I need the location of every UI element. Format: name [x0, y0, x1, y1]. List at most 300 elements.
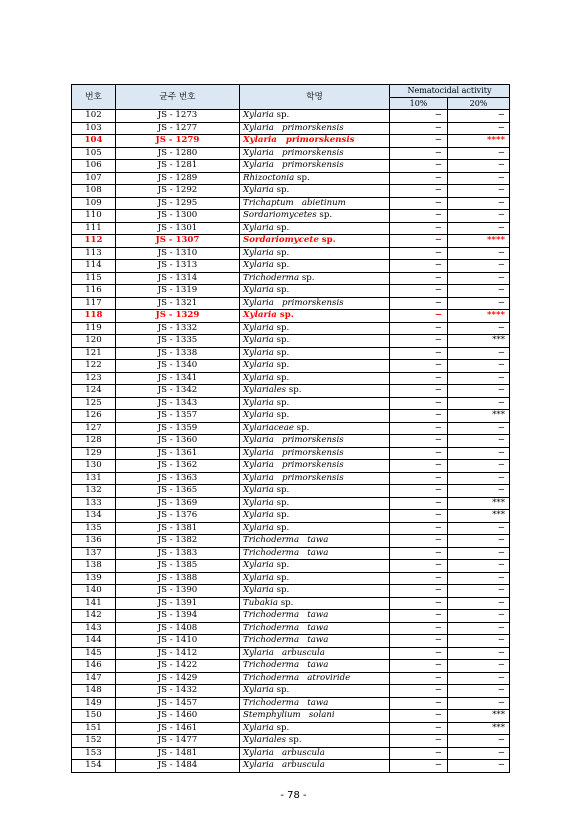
activity-10-percent: −	[390, 285, 448, 298]
scientific-name	[240, 297, 390, 310]
activity-10-percent: −	[390, 760, 448, 773]
epithet: primorskensis	[282, 122, 344, 133]
scientific-name	[240, 547, 390, 560]
scientific-name	[240, 285, 390, 298]
epithet: sp.	[276, 110, 290, 120]
scientific-name	[240, 185, 390, 198]
activity-10-percent: −	[390, 210, 448, 223]
table-row	[72, 610, 510, 623]
strain-number: JS - 1362	[116, 460, 240, 473]
genus: Xylaria	[243, 372, 274, 383]
strain-number: JS - 1360	[116, 435, 240, 448]
genus: Trichoderma	[243, 697, 300, 708]
row-number: 154	[72, 760, 116, 773]
epithet: sp.	[276, 322, 290, 333]
row-number: 106	[72, 160, 116, 173]
activity-20-percent: −	[448, 197, 510, 210]
row-number: 144	[72, 635, 116, 648]
table-row	[72, 322, 510, 335]
table-row	[72, 110, 510, 123]
activity-20-percent: −	[448, 372, 510, 385]
scientific-name	[240, 435, 390, 448]
strain-number: JS - 1383	[116, 547, 240, 560]
scientific-name	[240, 697, 390, 710]
activity-10-percent: −	[390, 472, 448, 485]
row-number: 143	[72, 622, 116, 635]
strain-number: JS - 1484	[116, 760, 240, 773]
table-row	[72, 635, 510, 648]
activity-20-percent: −	[448, 622, 510, 635]
scientific-name	[240, 135, 390, 148]
strain-number: JS - 1369	[116, 497, 240, 510]
activity-20-percent: −	[448, 260, 510, 273]
activity-10-percent: −	[390, 585, 448, 598]
genus: Trichoderma	[243, 635, 300, 645]
row-number: 119	[72, 322, 116, 335]
table-row	[72, 260, 510, 273]
epithet: sp.	[280, 597, 294, 608]
scientific-name	[240, 722, 390, 735]
row-number: 135	[72, 522, 116, 535]
activity-20-percent: −	[448, 147, 510, 160]
epithet: tawa	[307, 622, 329, 633]
activity-20-percent: −	[448, 747, 510, 760]
strain-number: JS - 1342	[116, 385, 240, 398]
activity-20-percent: −	[448, 672, 510, 685]
row-number: 118	[72, 310, 116, 323]
genus: Xylaria	[243, 585, 274, 595]
activity-20-percent: ***	[448, 335, 510, 348]
genus: Sordariomycete	[243, 235, 319, 245]
row-number: 113	[72, 247, 116, 260]
strain-number: JS - 1280	[116, 147, 240, 160]
table-row	[72, 447, 510, 460]
genus: Xylaria	[243, 347, 274, 358]
epithet: sp.	[296, 422, 310, 433]
scientific-name	[240, 622, 390, 635]
page-number: - 78 -	[280, 790, 307, 801]
strain-number: JS - 1281	[116, 160, 240, 173]
epithet: tawa	[307, 547, 329, 558]
epithet: primorskensis	[282, 297, 344, 308]
activity-20-percent: −	[448, 560, 510, 573]
strain-number: JS - 1341	[116, 372, 240, 385]
activity-20-percent: ****	[448, 135, 510, 148]
genus: Xylaria	[243, 572, 274, 583]
scientific-name	[240, 372, 390, 385]
genus: Xylaria	[243, 185, 274, 195]
row-number: 140	[72, 585, 116, 598]
epithet: tawa	[307, 635, 329, 645]
genus: Xylaria	[243, 560, 274, 570]
epithet: sp.	[276, 510, 290, 520]
genus: Xylaria	[243, 397, 274, 408]
epithet: sp.	[276, 722, 290, 733]
activity-20-percent: −	[448, 735, 510, 748]
table-row	[72, 572, 510, 585]
activity-20-percent: −	[448, 122, 510, 135]
strain-number: JS - 1363	[116, 472, 240, 485]
activity-10-percent: −	[390, 672, 448, 685]
activity-10-percent: −	[390, 397, 448, 410]
genus: Trichoderma	[243, 535, 300, 545]
table-row	[72, 347, 510, 360]
scientific-name	[240, 585, 390, 598]
activity-20-percent: ***	[448, 710, 510, 723]
genus: Xylariaceae	[243, 422, 294, 433]
row-number: 152	[72, 735, 116, 748]
table-row	[72, 760, 510, 773]
strain-number: JS - 1481	[116, 747, 240, 760]
row-number: 127	[72, 422, 116, 435]
activity-10-percent: −	[390, 185, 448, 198]
strain-number: JS - 1394	[116, 610, 240, 623]
epithet: sp.	[276, 410, 290, 420]
strain-number: JS - 1279	[116, 135, 240, 148]
activity-10-percent: −	[390, 422, 448, 435]
table-row	[72, 285, 510, 298]
table-row	[72, 172, 510, 185]
table-row	[72, 710, 510, 723]
genus: Xylariales	[243, 385, 287, 395]
activity-10-percent: −	[390, 135, 448, 148]
row-number: 128	[72, 435, 116, 448]
table-row	[72, 647, 510, 660]
genus: Stemphylium	[243, 710, 301, 720]
activity-10-percent: −	[390, 597, 448, 610]
genus: Xylaria	[243, 310, 277, 320]
genus: Trichaptum	[243, 197, 294, 208]
row-number: 134	[72, 510, 116, 523]
table-row	[72, 660, 510, 673]
activity-20-percent: −	[448, 385, 510, 398]
epithet: primorskensis	[282, 160, 344, 170]
activity-20-percent: −	[448, 247, 510, 260]
epithet: sp.	[276, 485, 290, 495]
nematocidal-activity-table	[71, 84, 510, 773]
activity-10-percent: −	[390, 260, 448, 273]
activity-20-percent: −	[448, 460, 510, 473]
scientific-name	[240, 635, 390, 648]
strain-number: JS - 1319	[116, 285, 240, 298]
genus: Xylaria	[243, 447, 274, 458]
scientific-name	[240, 497, 390, 510]
strain-number: JS - 1292	[116, 185, 240, 198]
strain-number: JS - 1432	[116, 685, 240, 698]
activity-10-percent: −	[390, 122, 448, 135]
row-number: 130	[72, 460, 116, 473]
table-row	[72, 197, 510, 210]
epithet: sp.	[276, 335, 290, 345]
activity-10-percent: −	[390, 535, 448, 548]
scientific-name	[240, 660, 390, 673]
header-10-percent: 10%	[390, 98, 448, 110]
activity-20-percent: −	[448, 535, 510, 548]
strain-number: JS - 1381	[116, 522, 240, 535]
strain-number: JS - 1388	[116, 572, 240, 585]
scientific-name	[240, 272, 390, 285]
genus: Xylaria	[243, 485, 274, 495]
activity-10-percent: −	[390, 272, 448, 285]
strain-number: JS - 1376	[116, 510, 240, 523]
scientific-name	[240, 222, 390, 235]
scientific-name	[240, 735, 390, 748]
table-row	[72, 310, 510, 323]
row-number: 102	[72, 110, 116, 123]
activity-10-percent: −	[390, 572, 448, 585]
activity-10-percent: −	[390, 622, 448, 635]
epithet: tawa	[307, 610, 329, 620]
activity-10-percent: −	[390, 610, 448, 623]
activity-10-percent: −	[390, 722, 448, 735]
strain-number: JS - 1301	[116, 222, 240, 235]
scientific-name	[240, 485, 390, 498]
row-number: 105	[72, 147, 116, 160]
activity-20-percent: −	[448, 360, 510, 373]
genus: Trichoderma	[243, 272, 300, 283]
scientific-name	[240, 247, 390, 260]
table-row	[72, 335, 510, 348]
strain-number: JS - 1429	[116, 672, 240, 685]
activity-20-percent: −	[448, 435, 510, 448]
strain-number: JS - 1391	[116, 597, 240, 610]
row-number: 138	[72, 560, 116, 573]
activity-20-percent: −	[448, 297, 510, 310]
row-number: 107	[72, 172, 116, 185]
genus: Trichoderma	[243, 622, 300, 633]
row-number: 136	[72, 535, 116, 548]
scientific-name	[240, 710, 390, 723]
activity-20-percent: −	[448, 547, 510, 560]
row-number: 131	[72, 472, 116, 485]
row-number: 132	[72, 485, 116, 498]
activity-10-percent: −	[390, 222, 448, 235]
genus: Xylaria	[243, 760, 274, 770]
activity-20-percent: −	[448, 447, 510, 460]
activity-10-percent: −	[390, 560, 448, 573]
epithet: primorskensis	[282, 472, 344, 483]
table-row	[72, 222, 510, 235]
scientific-name	[240, 172, 390, 185]
row-number: 116	[72, 285, 116, 298]
scientific-name	[240, 197, 390, 210]
row-number: 150	[72, 710, 116, 723]
activity-10-percent: −	[390, 172, 448, 185]
table-row	[72, 397, 510, 410]
epithet: sp.	[276, 497, 290, 508]
epithet: sp.	[276, 347, 290, 358]
activity-20-percent: −	[448, 172, 510, 185]
table-row	[72, 722, 510, 735]
row-number: 139	[72, 572, 116, 585]
scientific-name	[240, 560, 390, 573]
strain-number: JS - 1412	[116, 647, 240, 660]
epithet: sp.	[276, 585, 290, 595]
scientific-name	[240, 397, 390, 410]
activity-20-percent: −	[448, 222, 510, 235]
strain-number: JS - 1329	[116, 310, 240, 323]
scientific-name	[240, 322, 390, 335]
activity-20-percent: ***	[448, 510, 510, 523]
scientific-name	[240, 235, 390, 248]
epithet: tawa	[307, 660, 329, 670]
header-20-percent: 20%	[448, 98, 510, 110]
row-number: 145	[72, 647, 116, 660]
table-row	[72, 185, 510, 198]
epithet: sp.	[276, 572, 290, 583]
row-number: 109	[72, 197, 116, 210]
table-row	[72, 485, 510, 498]
genus: Xylaria	[243, 435, 274, 445]
activity-20-percent: −	[448, 635, 510, 648]
strain-number: JS - 1343	[116, 397, 240, 410]
table-row	[72, 522, 510, 535]
scientific-name	[240, 460, 390, 473]
row-number: 115	[72, 272, 116, 285]
epithet: primorskensis	[282, 435, 344, 445]
activity-10-percent: −	[390, 510, 448, 523]
scientific-name	[240, 510, 390, 523]
row-number: 123	[72, 372, 116, 385]
genus: Xylaria	[243, 510, 274, 520]
scientific-name	[240, 260, 390, 273]
scientific-name	[240, 610, 390, 623]
table-row	[72, 210, 510, 223]
scientific-name	[240, 597, 390, 610]
table-row	[72, 372, 510, 385]
activity-20-percent: −	[448, 660, 510, 673]
table-row	[72, 547, 510, 560]
table-row	[72, 247, 510, 260]
activity-10-percent: −	[390, 410, 448, 423]
table-row	[72, 672, 510, 685]
activity-20-percent: −	[448, 110, 510, 123]
table-row	[72, 460, 510, 473]
activity-10-percent: −	[390, 197, 448, 210]
strain-number: JS - 1314	[116, 272, 240, 285]
genus: Xylaria	[243, 122, 274, 133]
epithet: sp.	[276, 285, 290, 295]
activity-10-percent: −	[390, 635, 448, 648]
epithet: primorskensis	[285, 135, 355, 145]
scientific-name	[240, 447, 390, 460]
activity-10-percent: −	[390, 697, 448, 710]
genus: Xylaria	[243, 160, 274, 170]
genus: Xylaria	[243, 135, 277, 145]
scientific-name	[240, 210, 390, 223]
activity-20-percent: −	[448, 685, 510, 698]
row-number: 124	[72, 385, 116, 398]
row-number: 146	[72, 660, 116, 673]
activity-10-percent: −	[390, 710, 448, 723]
scientific-name	[240, 335, 390, 348]
scientific-name	[240, 160, 390, 173]
table-row	[72, 560, 510, 573]
activity-20-percent: −	[448, 160, 510, 173]
activity-20-percent: −	[448, 585, 510, 598]
row-number: 121	[72, 347, 116, 360]
epithet: atroviride	[307, 672, 351, 683]
row-number: 147	[72, 672, 116, 685]
activity-20-percent: −	[448, 610, 510, 623]
scientific-name	[240, 110, 390, 123]
epithet: sp.	[321, 235, 336, 245]
table-row	[72, 135, 510, 148]
row-number: 108	[72, 185, 116, 198]
activity-10-percent: −	[390, 735, 448, 748]
scientific-name	[240, 685, 390, 698]
activity-10-percent: −	[390, 310, 448, 323]
scientific-name	[240, 535, 390, 548]
epithet: sp.	[319, 210, 333, 220]
row-number: 149	[72, 697, 116, 710]
activity-10-percent: −	[390, 647, 448, 660]
row-number: 112	[72, 235, 116, 248]
table-row	[72, 472, 510, 485]
strain-number: JS - 1457	[116, 697, 240, 710]
strain-number: JS - 1390	[116, 585, 240, 598]
scientific-name	[240, 422, 390, 435]
genus: Rhizoctonia	[243, 172, 295, 183]
activity-20-percent: ***	[448, 410, 510, 423]
table-row	[72, 497, 510, 510]
activity-20-percent: −	[448, 397, 510, 410]
activity-20-percent: −	[448, 485, 510, 498]
activity-10-percent: −	[390, 485, 448, 498]
activity-20-percent: ****	[448, 235, 510, 248]
strain-number: JS - 1340	[116, 360, 240, 373]
activity-20-percent: −	[448, 185, 510, 198]
epithet: sp.	[276, 522, 290, 533]
strain-number: JS - 1338	[116, 347, 240, 360]
row-number: 125	[72, 397, 116, 410]
row-number: 111	[72, 222, 116, 235]
strain-number: JS - 1313	[116, 260, 240, 273]
row-number: 151	[72, 722, 116, 735]
activity-10-percent: −	[390, 235, 448, 248]
genus: Xylaria	[243, 722, 274, 733]
strain-number: JS - 1460	[116, 710, 240, 723]
activity-20-percent: −	[448, 597, 510, 610]
strain-number: JS - 1410	[116, 635, 240, 648]
activity-20-percent: ****	[448, 310, 510, 323]
header-nematocidal-activity: Nematocidal activity	[390, 85, 510, 98]
row-number: 133	[72, 497, 116, 510]
activity-20-percent: −	[448, 472, 510, 485]
table-row	[72, 385, 510, 398]
epithet: solani	[308, 710, 335, 720]
activity-20-percent: ***	[448, 722, 510, 735]
row-number: 126	[72, 410, 116, 423]
genus: Xylariales	[243, 735, 287, 745]
genus: Xylaria	[243, 497, 274, 508]
table-row	[72, 735, 510, 748]
epithet: tawa	[307, 697, 329, 708]
row-number: 114	[72, 260, 116, 273]
epithet: sp.	[288, 735, 302, 745]
strain-number: JS - 1461	[116, 722, 240, 735]
genus: Xylaria	[243, 410, 274, 420]
activity-20-percent: −	[448, 347, 510, 360]
epithet: arbuscula	[282, 760, 325, 770]
table-row	[72, 585, 510, 598]
activity-10-percent: −	[390, 372, 448, 385]
row-number: 110	[72, 210, 116, 223]
table-row	[72, 272, 510, 285]
table-row	[72, 360, 510, 373]
table-row	[72, 535, 510, 548]
table-row	[72, 410, 510, 423]
